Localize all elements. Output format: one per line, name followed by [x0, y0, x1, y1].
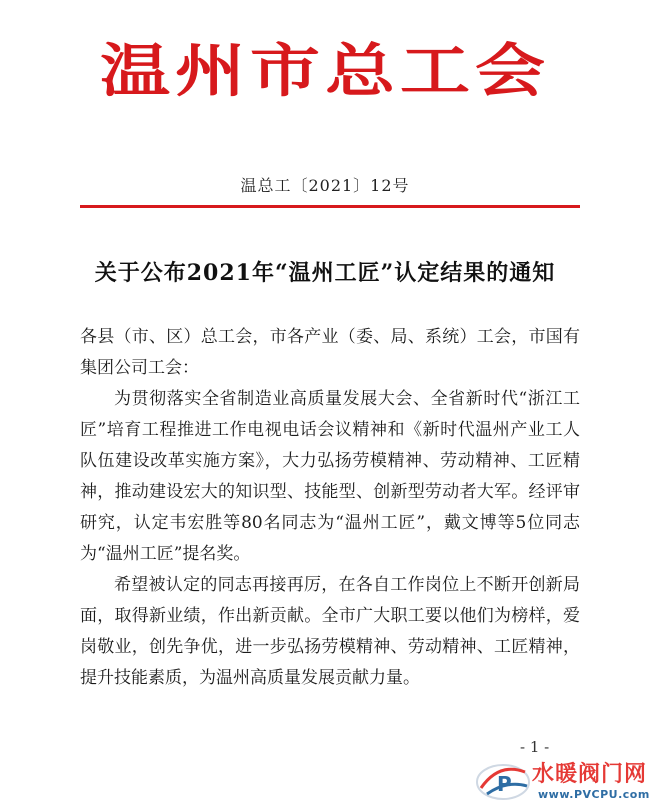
- watermark-logo-icon: [473, 758, 533, 804]
- watermark-url: www.PVCPU.com: [538, 788, 650, 801]
- svg-text:P: P: [497, 772, 512, 796]
- document-number: 温总工〔2021〕12号: [240, 176, 410, 195]
- watermark-brand: 水暖阀门网: [532, 762, 648, 787]
- red-divider: [80, 205, 580, 208]
- paragraph-2: 希望被认定的同志再接再厉，在各自工作岗位上不断开创新局面，取得新业绩，作出新贡献。全市广大职工要以他们为榜样，爱岗敬业，创先争优，进一步弘扬劳模精神、劳动精神、工匠精神，提升技能素质，为温州高质量发展贡献力量。: [80, 575, 580, 688]
- salutation: 各县（市、区）总工会，市各产业（委、局、系统）工会，市国有集团公司工会：: [80, 327, 580, 378]
- organization-title: 温州市总工会: [100, 36, 550, 105]
- notice-body: [80, 322, 580, 694]
- page-number: - 1 -: [520, 738, 550, 756]
- notice-title: 关于公布2021年“温州工匠”认定结果的通知: [94, 260, 556, 286]
- paragraph-1: 为贯彻落实全省制造业高质量发展大会、全省新时代“浙江工匠”培育工程推进工作电视电话会议精神和《新时代温州产业工人队伍建设改革实施方案》，大力弘扬劳模精神、劳动精神、工匠精神，推动建设宏大的知识型、技能型、创新型劳动者大军。经评审研究，认定韦宏胜等80名同志为“温州工匠”，戴文博等5位同志为“温州工匠”提名奖。: [80, 389, 580, 564]
